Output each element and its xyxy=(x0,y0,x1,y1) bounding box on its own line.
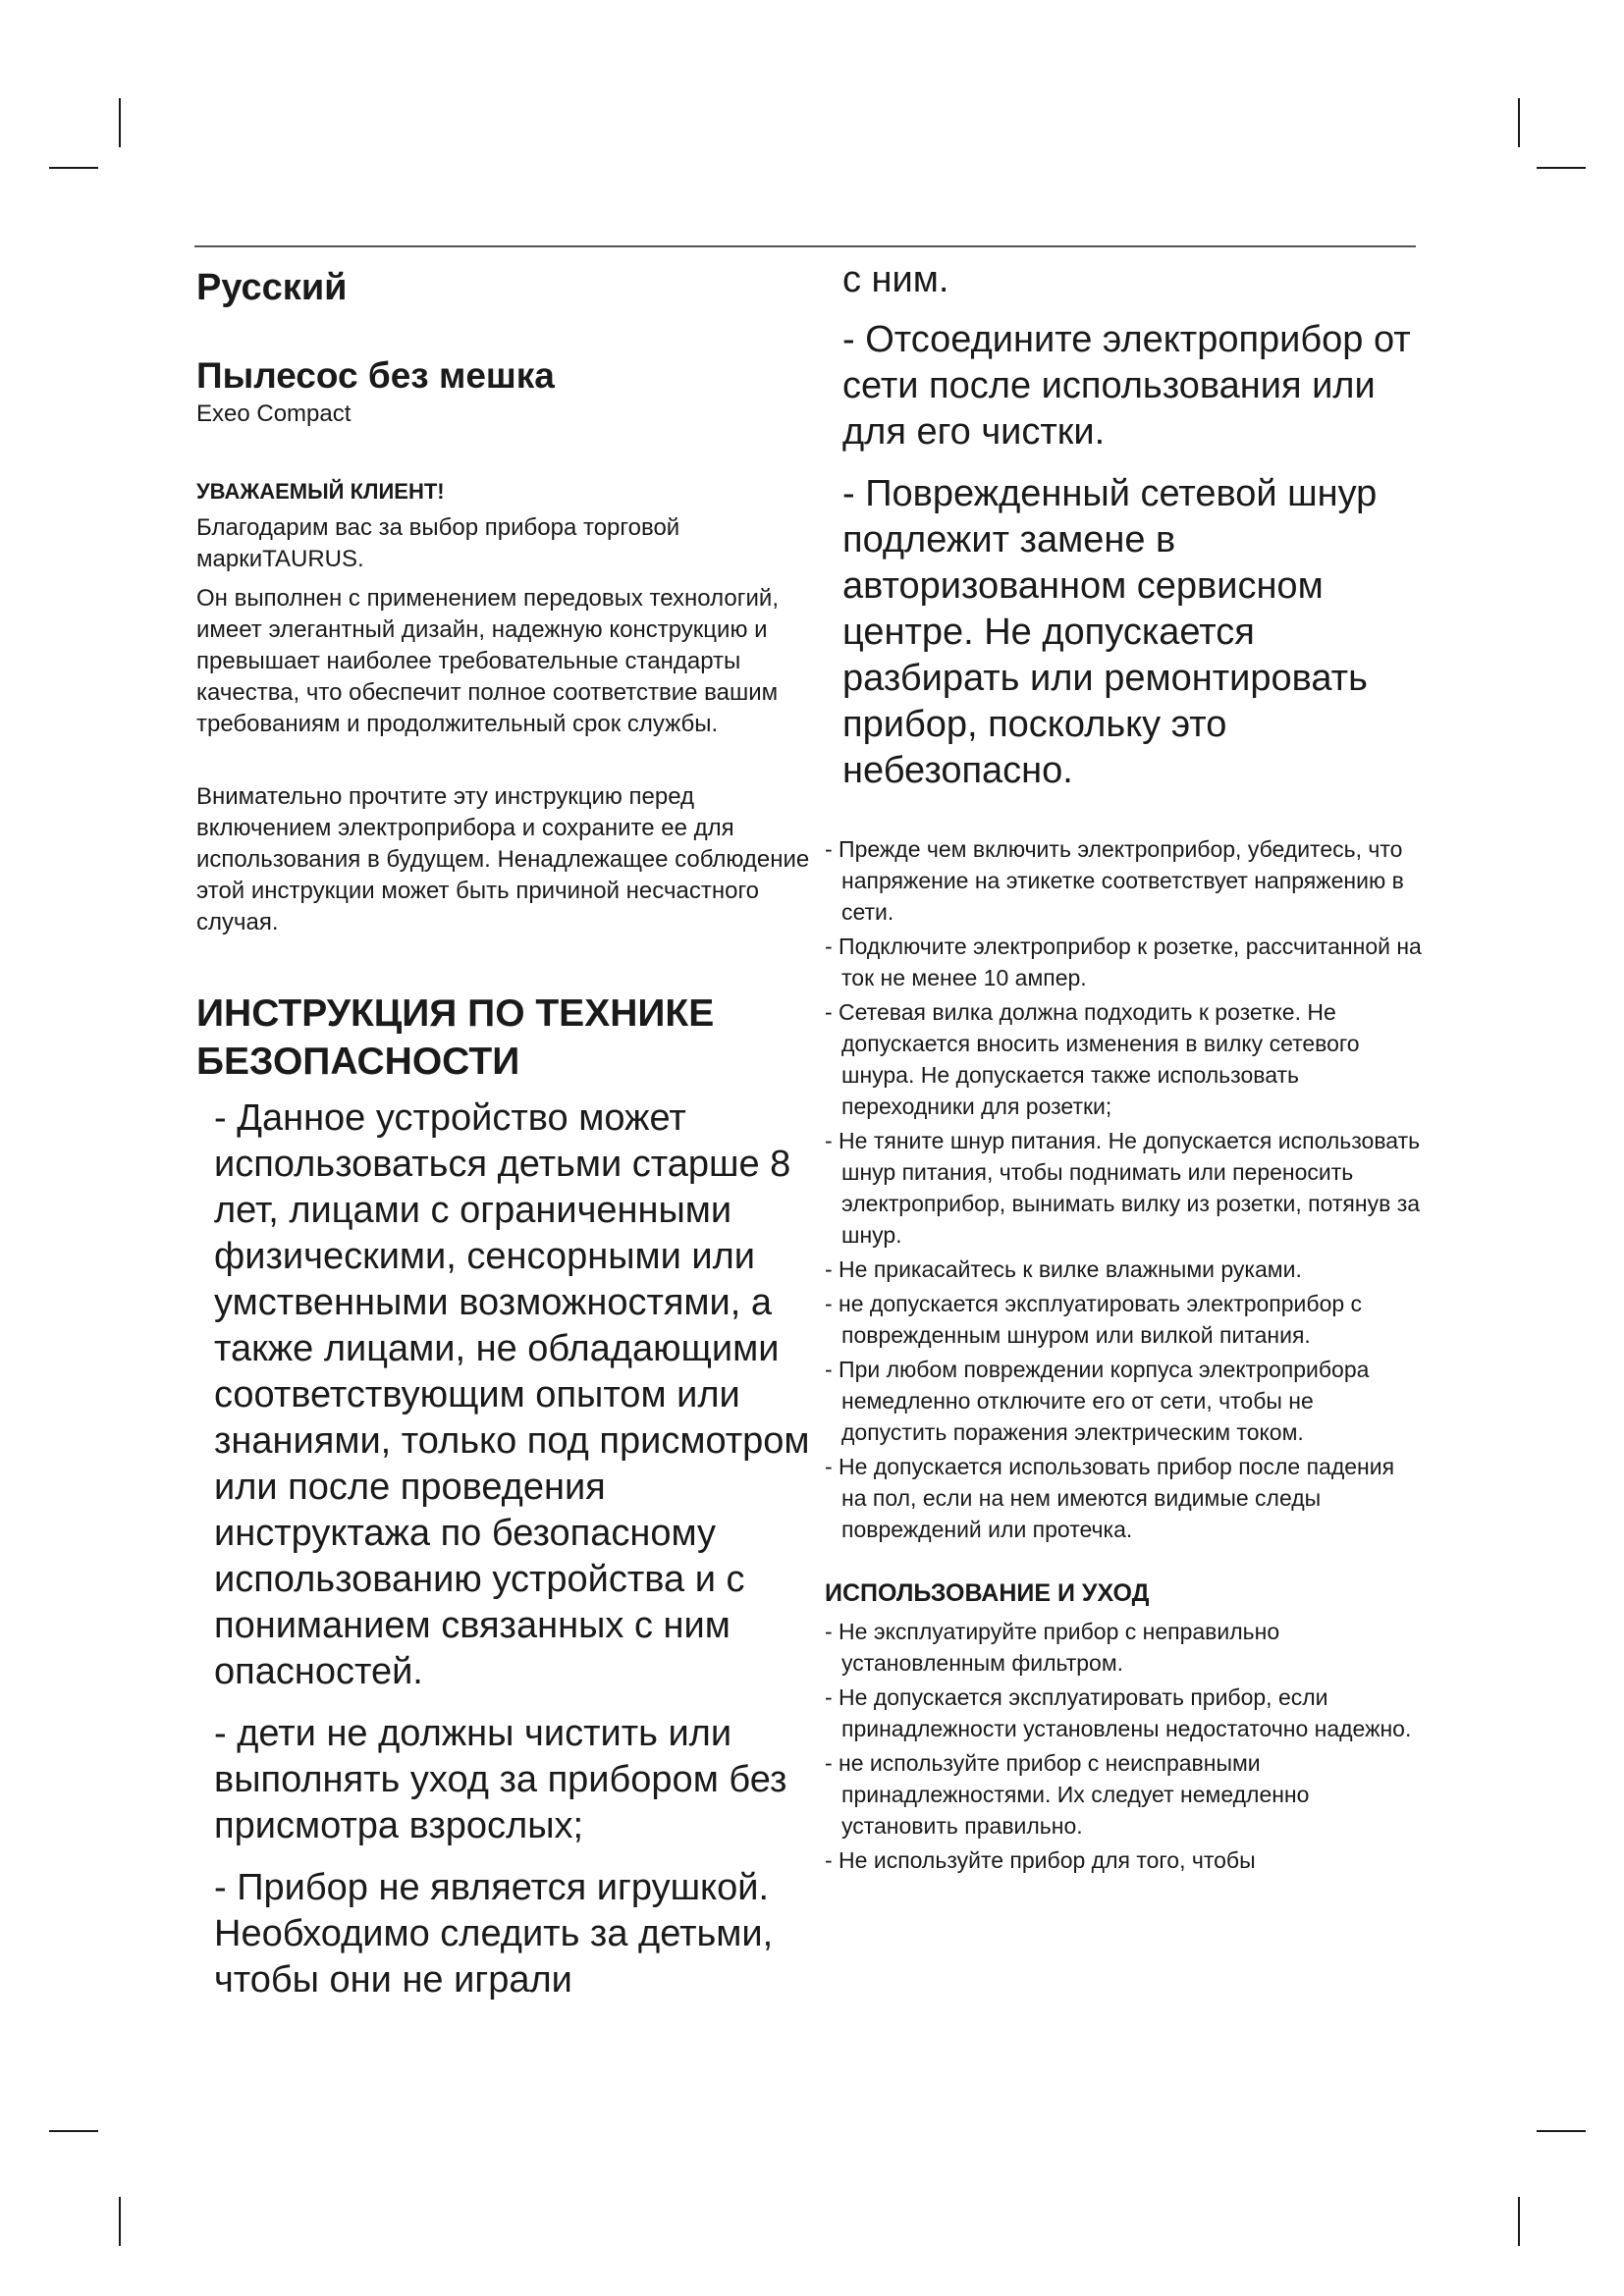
safety-item: - не допускается эксплуатировать электроприбор с поврежденным шнуром или вилкой питания. xyxy=(825,1291,1363,1348)
safety-item: - Подключите электроприбор к розетке, рассчитанной на ток не менее 10 ампер. xyxy=(825,934,1422,990)
crop-mark-bottom-left-vertical xyxy=(119,2197,121,2246)
crop-mark-bottom-right-vertical xyxy=(1518,2197,1520,2246)
use-and-care-list xyxy=(825,1616,1424,1876)
safety-item: - Отсоедините электроприбор от сети после использования или для его чистки. xyxy=(842,319,1411,453)
safety-item: - Поврежденный сетевой шнур подлежит замене в авторизованном сервисном центре. Не допускается разбирать или ремонтировать прибор, поскольку это небезопасно. xyxy=(842,473,1378,791)
safety-item: - дети не должны чистить или выполнять уход за прибором без присмотра взрослых; xyxy=(214,1713,787,1846)
use-item: - Не эксплуатируйте прибор с неправильно установленным фильтром. xyxy=(825,1619,1280,1676)
safety-item: - Не прикасайтесь к вилке влажными руками. xyxy=(825,1256,1302,1282)
use-item: - не используйте прибор с неисправными принадлежностями. Их следует немедленно установить правильно. xyxy=(825,1750,1310,1839)
crop-mark-top-right-vertical xyxy=(1518,98,1520,147)
product-title: Пылесос без мешка xyxy=(196,355,555,396)
safety-item: - Не тяните шнур питания. Не допускается использовать шнур питания, чтобы поднимать или переносить электроприбор, вынимать вилку из розетки, потянув за шнур. xyxy=(825,1128,1421,1248)
safety-item: - Сетевая вилка должна подходить к розетке. Не допускается вносить изменения в вилку сетевого шнура. Не допускается также использовать переходники для розетки; xyxy=(825,999,1360,1119)
model-name: Exeo Compact xyxy=(196,400,352,427)
crop-mark-top-left-horizontal xyxy=(49,167,98,169)
right-column xyxy=(825,257,1424,1879)
crop-mark-bottom-right-horizontal xyxy=(1537,2130,1586,2132)
safety-item: - Прежде чем включить электроприбор, убедитесь, что напряжение на этикетке соответствует напряжению в сети. xyxy=(825,836,1404,925)
crop-mark-top-left-vertical xyxy=(119,98,121,147)
crop-mark-bottom-left-horizontal xyxy=(49,2130,98,2132)
intro-paragraph: Он выполнен с применением передовых технологий, имеет элегантный дизайн, надежную конструкцию и превышает наиболее требовательные стандарты качества, что обеспечит полное соответствие вашим требованиям и продолжительный срок службы. xyxy=(196,585,779,737)
top-rule xyxy=(194,245,1416,247)
greeting-heading: УВАЖАЕМЫЙ КЛИЕНТ! xyxy=(196,479,445,504)
intro-paragraph: Внимательно прочтите эту инструкцию перед включением электроприбора и сохраните ее для использования в будущем. Ненадлежащее соблюдение этой инструкции может быть причиной несчастного случая. xyxy=(196,783,810,935)
left-column xyxy=(196,263,825,2019)
safety-list-large xyxy=(196,1095,825,2003)
intro-paragraph: Благодарим вас за выбор прибора торговой маркиTAURUS. xyxy=(196,514,680,572)
crop-mark-top-right-horizontal xyxy=(1537,167,1586,169)
use-item: - Не используйте прибор для того, чтобы xyxy=(825,1847,1256,1873)
safety-item: - Прибор не является игрушкой. Необходимо следить за детьми, чтобы они не играли xyxy=(214,1867,774,2001)
safety-list-large-right xyxy=(825,317,1424,794)
safety-item: - Не допускается использовать прибор после падения на пол, если на нем имеются видимые следы повреждений или протечка. xyxy=(825,1454,1395,1542)
use-item: - Не допускается эксплуатировать прибор, если принадлежности установлены недостаточно надежно. xyxy=(825,1684,1412,1741)
use-and-care-heading: ИСПОЛЬЗОВАНИЕ И УХОД xyxy=(825,1579,1150,1607)
safety-item-continuation: с ним. xyxy=(842,259,949,300)
safety-list-small xyxy=(825,833,1424,1545)
language-heading: Русский xyxy=(196,267,348,308)
safety-item: - При любом повреждении корпуса электроприбора немедленно отключите его от сети, чтобы не допустить поражения электрическим током. xyxy=(825,1357,1370,1445)
safety-item: - Данное устройство может использоваться детьми старше 8 лет, лицами с ограниченными физическими, сенсорными или умственными возможностями, а также лицами, не обладающими соответствующим опытом или знаниями, только под присмотром или после проведения инструктажа по безопасному использованию устройства и с пониманием связанных с ним опасностей. xyxy=(214,1097,810,1692)
safety-title: ИНСТРУКЦИЯ ПО ТЕХНИКЕ БЕЗОПАСНОСТИ xyxy=(196,992,715,1083)
